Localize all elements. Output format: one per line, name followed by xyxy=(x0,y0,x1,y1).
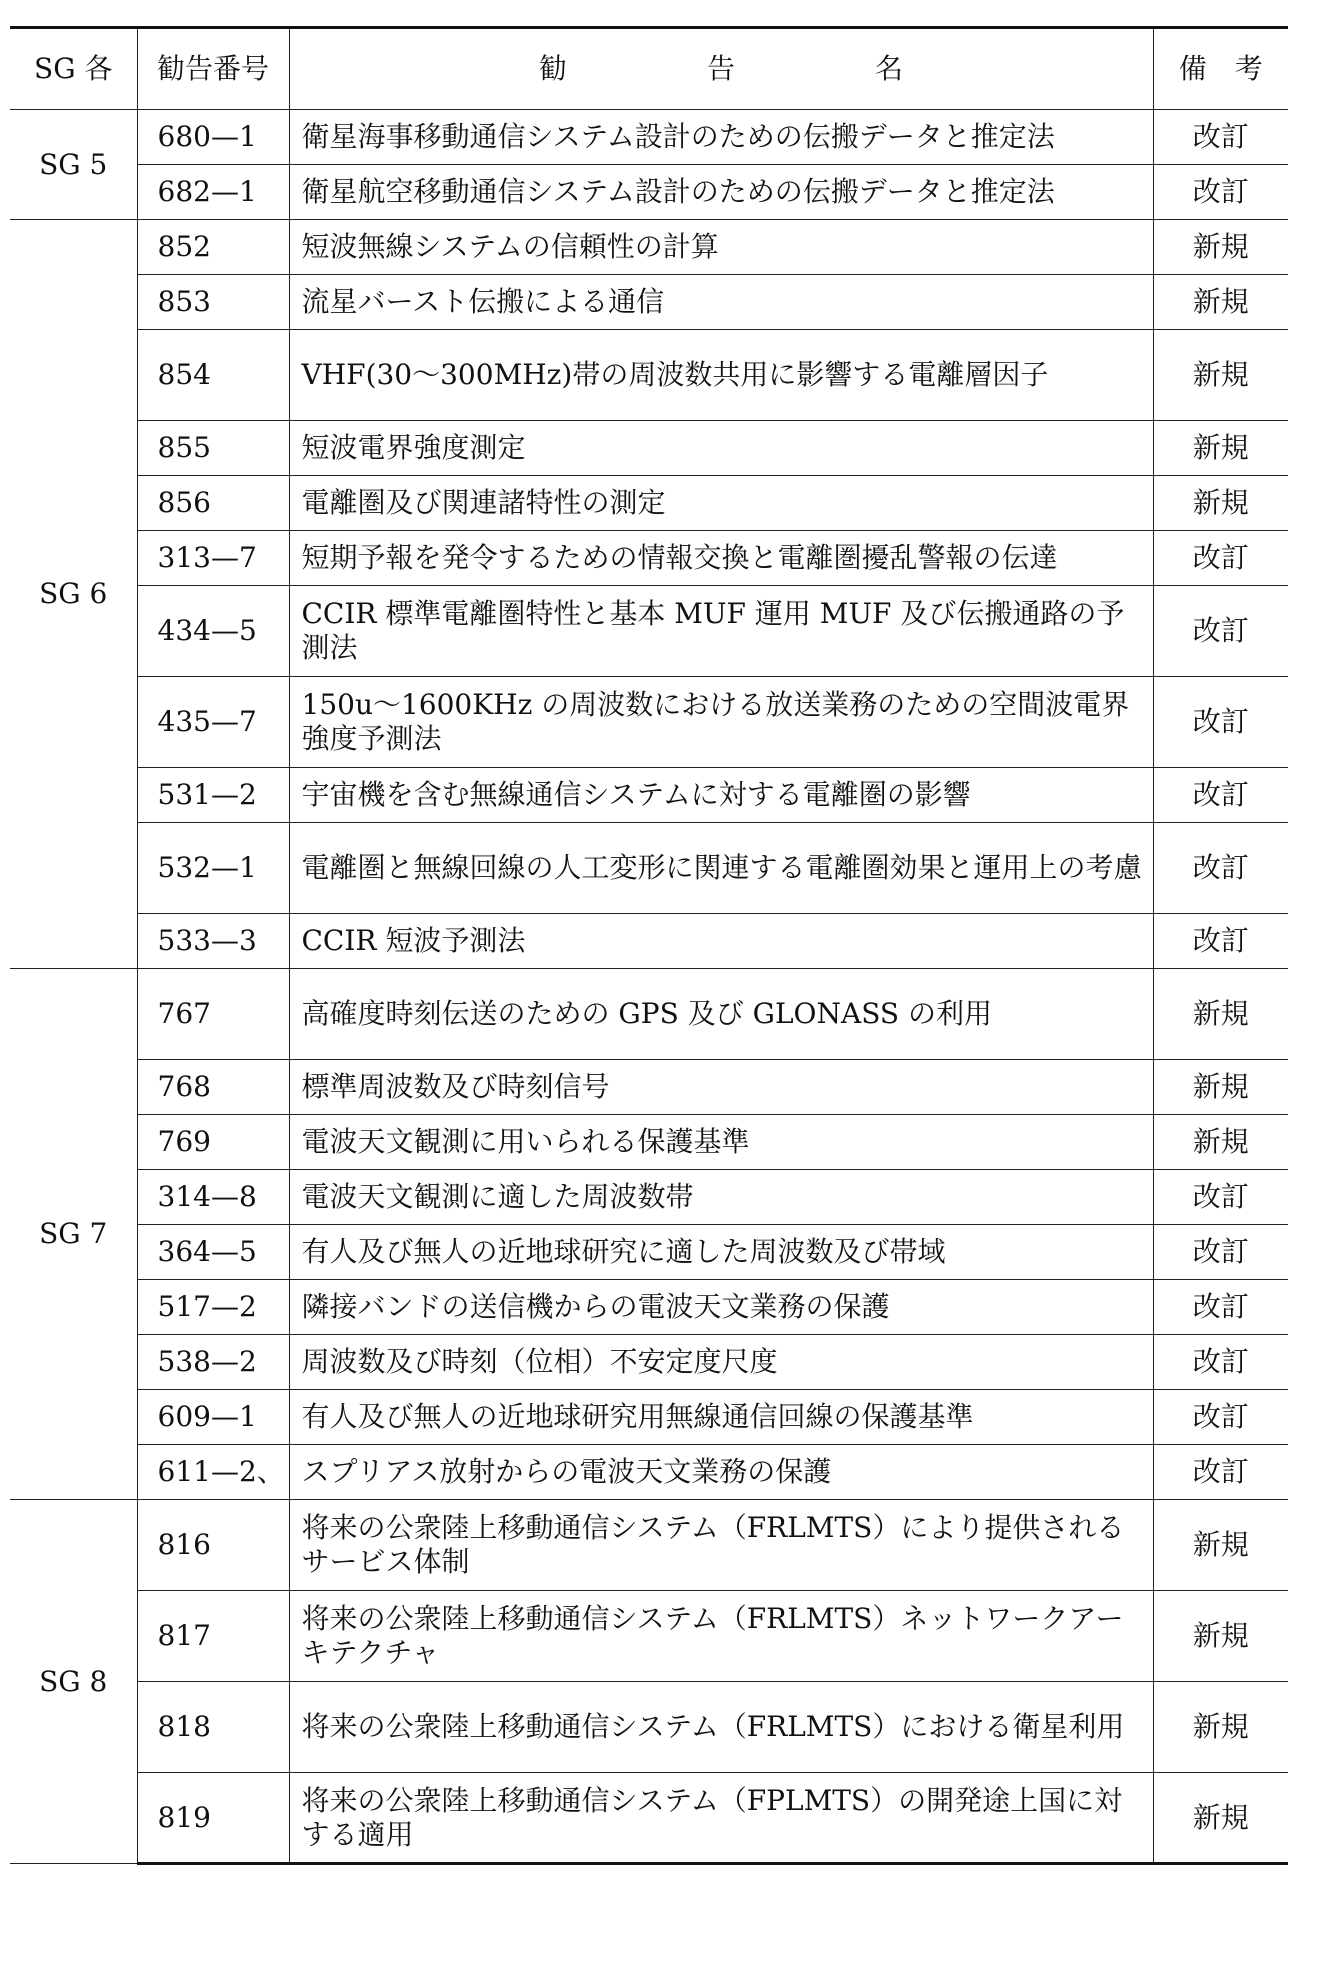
recommendation-name: 将来の公衆陸上移動通信システム（FPLMTS）の開発途上国に対する適用 xyxy=(289,1773,1153,1864)
table-body xyxy=(10,110,1288,1864)
remark-cell: 新規 xyxy=(1153,421,1288,476)
remark-cell: 新規 xyxy=(1153,1773,1288,1864)
recommendation-number: 856 xyxy=(137,476,289,531)
recommendation-number: 819 xyxy=(137,1773,289,1864)
recommendation-name: 電離圏及び関連諸特性の測定 xyxy=(289,476,1153,531)
remark-cell: 新規 xyxy=(1153,1060,1288,1115)
table-row xyxy=(10,1390,1288,1445)
recommendation-name: 短波電界強度測定 xyxy=(289,421,1153,476)
table-row xyxy=(10,275,1288,330)
remark-cell: 改訂 xyxy=(1153,914,1288,969)
remark-cell: 改訂 xyxy=(1153,1445,1288,1500)
remark-cell: 改訂 xyxy=(1153,1390,1288,1445)
header-name: 勧 告 名 xyxy=(289,28,1153,110)
recommendation-number: 854 xyxy=(137,330,289,421)
remark-cell: 改訂 xyxy=(1153,1225,1288,1280)
remark-cell: 改訂 xyxy=(1153,110,1288,165)
recommendation-number: 434—5 xyxy=(137,586,289,677)
recommendation-name: 将来の公衆陸上移動通信システム（FRLMTS）ネットワークアーキテクチャ xyxy=(289,1591,1153,1682)
recommendation-name: 150u～1600KHz の周波数における放送業務のための空間波電界強度予測法 xyxy=(289,677,1153,768)
remark-cell: 新規 xyxy=(1153,969,1288,1060)
table-row xyxy=(10,1500,1288,1591)
recommendation-name: 電波天文観測に用いられる保護基準 xyxy=(289,1115,1153,1170)
remark-cell: 改訂 xyxy=(1153,677,1288,768)
sg-group-label: SG 6 xyxy=(10,220,137,969)
recommendation-name: 有人及び無人の近地球研究用無線通信回線の保護基準 xyxy=(289,1390,1153,1445)
recommendation-number: 435—7 xyxy=(137,677,289,768)
table-row xyxy=(10,330,1288,421)
table-row xyxy=(10,1591,1288,1682)
recommendation-number: 682—1 xyxy=(137,165,289,220)
header-sg: SG 各 xyxy=(10,28,137,110)
remark-cell: 改訂 xyxy=(1153,586,1288,677)
remark-cell: 新規 xyxy=(1153,330,1288,421)
table-row xyxy=(10,1445,1288,1500)
sg-group-label: SG 5 xyxy=(10,110,137,220)
recommendation-name: VHF(30～300MHz)帯の周波数共用に影響する電離層因子 xyxy=(289,330,1153,421)
recommendation-number: 313—7 xyxy=(137,531,289,586)
recommendation-number: 818 xyxy=(137,1682,289,1773)
recommendation-name: 短波無線システムの信頼性の計算 xyxy=(289,220,1153,275)
recommendation-name: 電波天文観測に適した周波数帯 xyxy=(289,1170,1153,1225)
table-row xyxy=(10,1682,1288,1773)
table-header xyxy=(10,28,1288,110)
table-row xyxy=(10,220,1288,275)
header-row xyxy=(10,28,1288,110)
remark-cell: 改訂 xyxy=(1153,165,1288,220)
table-row xyxy=(10,1170,1288,1225)
table-row xyxy=(10,768,1288,823)
table-row xyxy=(10,165,1288,220)
remark-cell: 改訂 xyxy=(1153,823,1288,914)
recommendation-name: CCIR 短波予測法 xyxy=(289,914,1153,969)
table-row xyxy=(10,1335,1288,1390)
recommendation-number: 855 xyxy=(137,421,289,476)
remark-cell: 改訂 xyxy=(1153,1280,1288,1335)
remark-cell: 改訂 xyxy=(1153,1335,1288,1390)
recommendation-number: 853 xyxy=(137,275,289,330)
recommendation-name: 宇宙機を含む無線通信システムに対する電離圏の影響 xyxy=(289,768,1153,823)
recommendation-number: 768 xyxy=(137,1060,289,1115)
recommendation-number: 314—8 xyxy=(137,1170,289,1225)
remark-cell: 新規 xyxy=(1153,1682,1288,1773)
table-row xyxy=(10,110,1288,165)
recommendation-name: 流星バースト伝搬による通信 xyxy=(289,275,1153,330)
recommendation-name: 短期予報を発令するための情報交換と電離圏擾乱警報の伝達 xyxy=(289,531,1153,586)
table-row xyxy=(10,421,1288,476)
recommendation-number: 609—1 xyxy=(137,1390,289,1445)
recommendation-name: 将来の公衆陸上移動通信システム（FRLMTS）により提供されるサービス体制 xyxy=(289,1500,1153,1591)
recommendation-number: 852 xyxy=(137,220,289,275)
recommendation-number: 538—2 xyxy=(137,1335,289,1390)
recommendation-number: 531—2 xyxy=(137,768,289,823)
table-row xyxy=(10,969,1288,1060)
recommendation-name: 標準周波数及び時刻信号 xyxy=(289,1060,1153,1115)
recommendation-name: CCIR 標準電離圏特性と基本 MUF 運用 MUF 及び伝搬通路の予測法 xyxy=(289,586,1153,677)
recommendation-number: 517—2 xyxy=(137,1280,289,1335)
recommendation-number: 532—1 xyxy=(137,823,289,914)
sg-group-label: SG 7 xyxy=(10,969,137,1500)
recommendation-number: 817 xyxy=(137,1591,289,1682)
table-row xyxy=(10,1773,1288,1864)
remark-cell: 新規 xyxy=(1153,476,1288,531)
recommendation-number: 816 xyxy=(137,1500,289,1591)
table-row xyxy=(10,476,1288,531)
table-row xyxy=(10,531,1288,586)
table-row xyxy=(10,914,1288,969)
recommendation-number: 767 xyxy=(137,969,289,1060)
header-remarks: 備 考 xyxy=(1153,28,1288,110)
recommendation-name: 有人及び無人の近地球研究に適した周波数及び帯域 xyxy=(289,1225,1153,1280)
table-row xyxy=(10,1225,1288,1280)
table-row xyxy=(10,1280,1288,1335)
table-row xyxy=(10,677,1288,768)
sg-group-label: SG 8 xyxy=(10,1500,137,1864)
table-row xyxy=(10,1060,1288,1115)
recommendation-number: 364—5 xyxy=(137,1225,289,1280)
recommendation-name: 将来の公衆陸上移動通信システム（FRLMTS）における衛星利用 xyxy=(289,1682,1153,1773)
recommendation-name: 隣接バンドの送信機からの電波天文業務の保護 xyxy=(289,1280,1153,1335)
recommendation-name: 衛星航空移動通信システム設計のための伝搬データと推定法 xyxy=(289,165,1153,220)
remark-cell: 新規 xyxy=(1153,220,1288,275)
recommendation-name: スプリアス放射からの電波天文業務の保護 xyxy=(289,1445,1153,1500)
recommendation-number: 680—1 xyxy=(137,110,289,165)
remark-cell: 新規 xyxy=(1153,275,1288,330)
table-row xyxy=(10,823,1288,914)
remark-cell: 改訂 xyxy=(1153,768,1288,823)
remark-cell: 改訂 xyxy=(1153,531,1288,586)
recommendation-name: 周波数及び時刻（位相）不安定度尺度 xyxy=(289,1335,1153,1390)
remark-cell: 新規 xyxy=(1153,1115,1288,1170)
recommendation-name: 電離圏と無線回線の人工変形に関連する電離圏効果と運用上の考慮 xyxy=(289,823,1153,914)
recommendation-name: 高確度時刻伝送のための GPS 及び GLONASS の利用 xyxy=(289,969,1153,1060)
recommendations-table xyxy=(10,26,1288,1865)
recommendation-name: 衛星海事移動通信システム設計のための伝搬データと推定法 xyxy=(289,110,1153,165)
table-row xyxy=(10,1115,1288,1170)
recommendation-number: 769 xyxy=(137,1115,289,1170)
remark-cell: 新規 xyxy=(1153,1591,1288,1682)
table-row xyxy=(10,586,1288,677)
recommendation-number: 533—3 xyxy=(137,914,289,969)
header-number: 勧告番号 xyxy=(137,28,289,110)
recommendation-number: 611—2、 xyxy=(137,1445,289,1500)
remark-cell: 新規 xyxy=(1153,1500,1288,1591)
remark-cell: 改訂 xyxy=(1153,1170,1288,1225)
